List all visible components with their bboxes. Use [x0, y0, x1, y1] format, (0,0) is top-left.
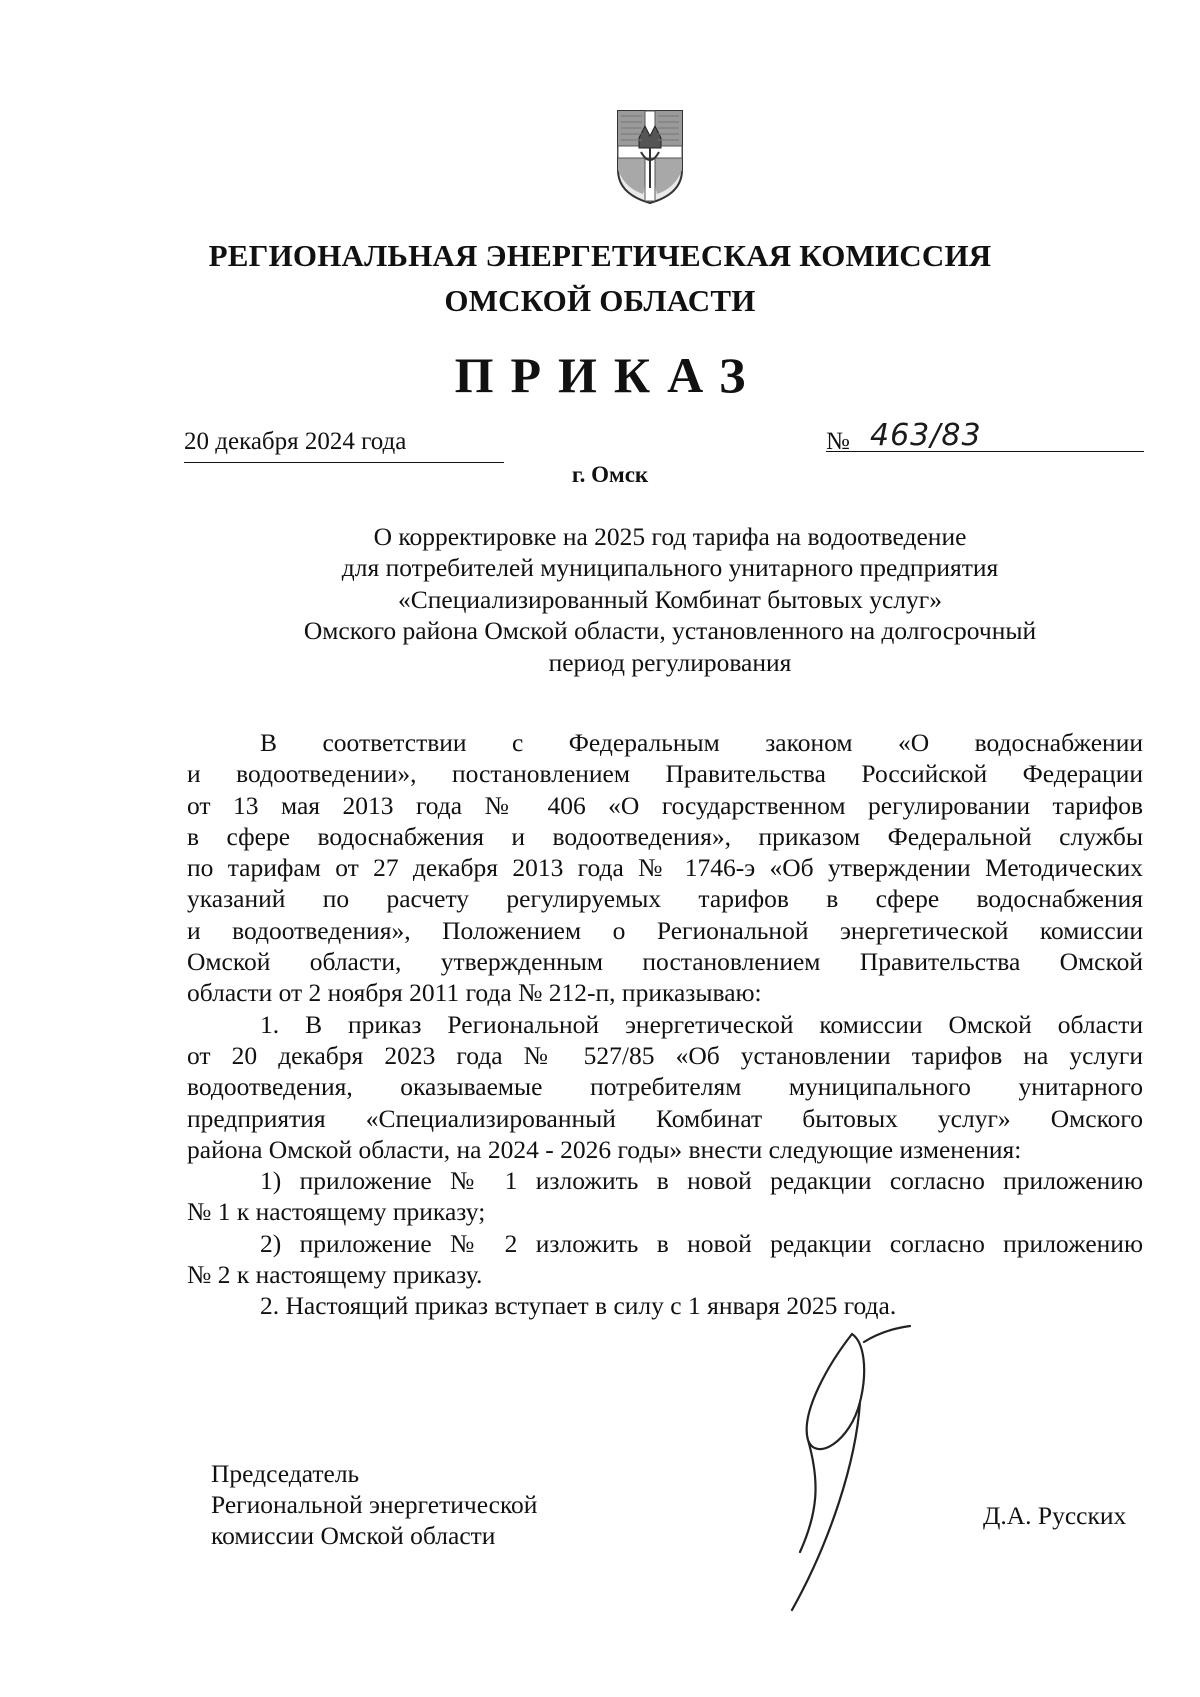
order-subject [250, 521, 1090, 678]
item-1-line: 1. В приказ Региональной энергетической комиссии Омской области [260, 1009, 1143, 1039]
preamble-line: и водоотведения», Положением о Региональной энергетической комиссии [187, 915, 1143, 945]
subject-line: О корректировке на 2025 год тарифа на водоотведение [373, 522, 967, 551]
order-number-handwritten: 463/83 [870, 418, 982, 453]
preamble-line: от 13 мая 2013 года № 406 «О государственном регулировании тарифов [187, 790, 1143, 820]
item-1-line: водоотведения, оказываемые потребителям муниципального унитарного [187, 1072, 1143, 1102]
signatory-title [211, 1458, 537, 1551]
item-1-2-line: № 2 к настоящему приказу. [187, 1260, 483, 1290]
order-number-label: № [826, 428, 850, 455]
signatory-title-line: Региональной энергетической [211, 1490, 538, 1519]
item-2-line: 2. Настоящий приказ вступает в силу с 1 января 2025 года. [260, 1291, 897, 1321]
preamble-line: области от 2 ноября 2011 года № 212-п, приказываю: [187, 978, 762, 1008]
organization-name-line1: РЕГИОНАЛЬНАЯ ЭНЕРГЕТИЧЕСКАЯ КОМИССИЯ [208, 238, 992, 273]
preamble-line: В соответствии с Федеральным законом «О водоснабжении [260, 728, 1143, 757]
subject-line: период регулирования [548, 647, 792, 677]
item-1-2-line: 2) приложение № 2 изложить в новой редакции согласно приложению [260, 1228, 1143, 1258]
item-1-line: района Омской области, на 2024 - 2026 годы» внести следующие изменения: [187, 1134, 1022, 1164]
subject-line: Омского района Омской области, установленного на долгосрочный [303, 616, 1037, 646]
item-1-1-line: 1) приложение № 1 изложить в новой редакции согласно приложению [260, 1166, 1143, 1196]
subject-line: для потребителей муниципального унитарного предприятия [341, 553, 999, 583]
preamble-line: в сфере водоснабжения и водоотведения», приказом Федеральной службы [187, 821, 1143, 851]
signatory-title-line: комиссии Омской области [211, 1521, 496, 1550]
organization-name-line2: ОМСКОЙ ОБЛАСТИ [444, 283, 756, 318]
number-underline [826, 451, 1144, 452]
preamble-line: и водоотведении», постановлением Правительства Российской Федерации [187, 759, 1143, 789]
coat-of-arms-icon [615, 108, 685, 206]
document-title: ПРИКАЗ [454, 347, 763, 403]
item-1-line: предприятия «Специализированный Комбинат бытовых услуг» Омского [187, 1103, 1143, 1133]
preamble-line: по тарифам от 27 декабря 2013 года № 1746-э «Об утверждении Методических [187, 853, 1143, 883]
item-1-line: от 20 декабря 2023 года № 527/85 «Об установлении тарифов на услуги [187, 1040, 1143, 1070]
preamble-line: Омской области, утвержденным постановлением Правительства Омской [187, 947, 1143, 977]
preamble-line: указаний по расчету регулируемых тарифов в сфере водоснабжения [187, 884, 1143, 914]
signatory-title-line: Председатель [211, 1459, 360, 1488]
signatory-name: Д.А. Русских [983, 1501, 1127, 1530]
item-1-1-line: № 1 к настоящему приказу; [187, 1197, 486, 1227]
handwritten-signature-icon [760, 1322, 960, 1622]
order-date: 20 декабря 2024 года [184, 428, 407, 455]
city: г. Омск [571, 462, 649, 487]
order-body [187, 727, 1143, 1322]
subject-line: «Специализированный Комбинат бытовых услуг» [398, 584, 942, 614]
